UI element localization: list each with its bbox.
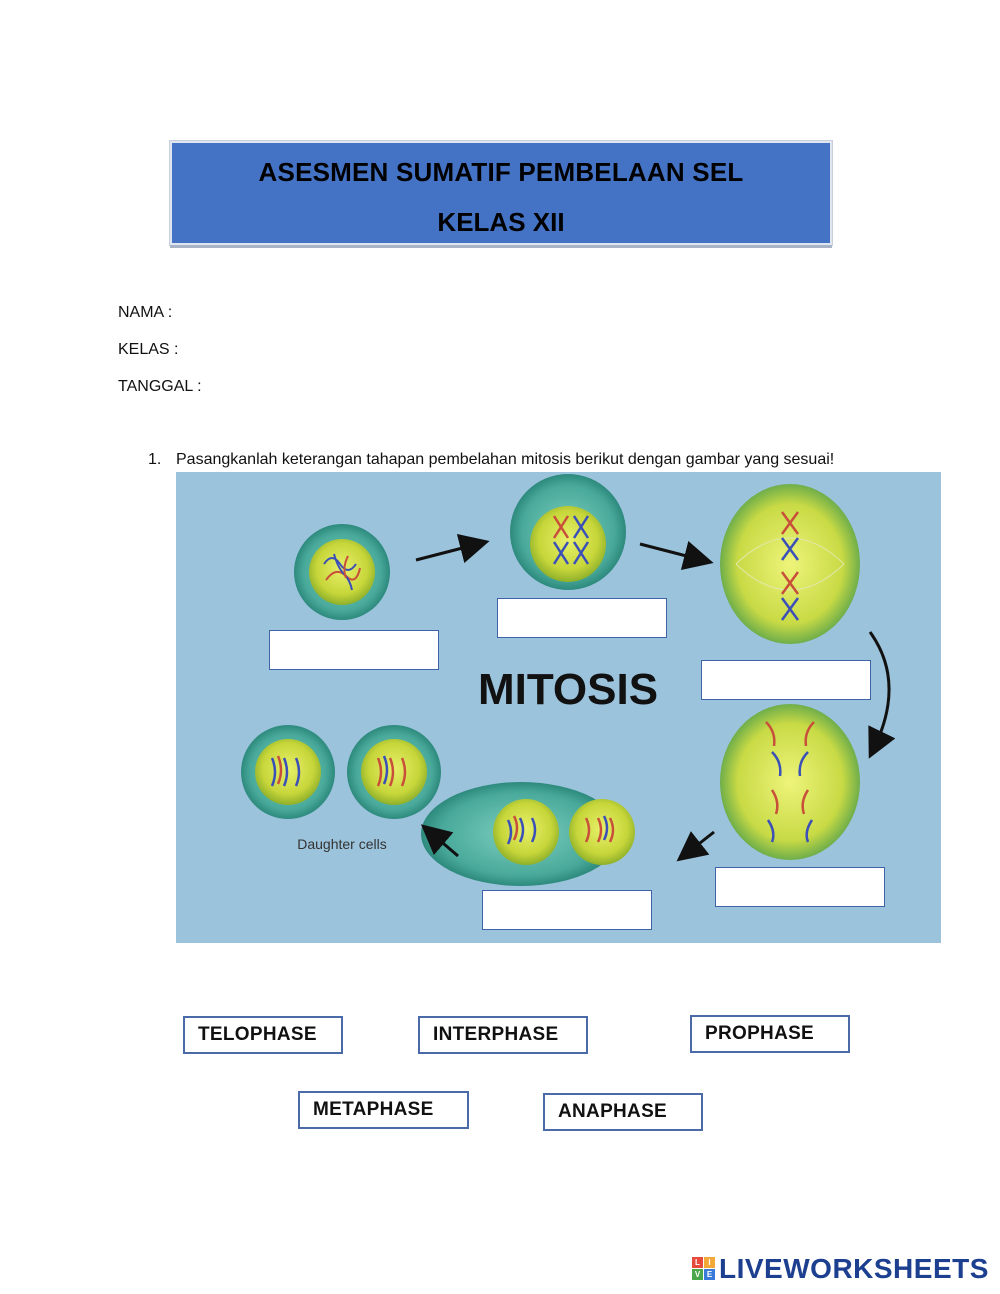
liveworksheets-logo-text: LIVEWORKSHEETS xyxy=(719,1253,989,1284)
answer-box-metaphase[interactable] xyxy=(701,660,871,700)
answer-box-telophase[interactable] xyxy=(482,890,652,930)
page-title: ASESMEN SUMATIF PEMBELAAN SEL xyxy=(258,157,744,187)
answer-box-anaphase[interactable] xyxy=(715,867,885,907)
mitosis-diagram xyxy=(176,472,941,943)
question-number: 1. xyxy=(148,451,162,468)
liveworksheets-logo-icon: L I V E xyxy=(692,1257,716,1281)
anaphase-cell xyxy=(720,704,860,860)
interphase-cell xyxy=(294,524,390,620)
page-subtitle: KELAS XII xyxy=(437,207,565,237)
question-text: Pasangkanlah keterangan tahapan pembelahan mitosis berikut dengan gambar yang sesuai! xyxy=(176,451,835,468)
telophase-outline xyxy=(476,782,576,882)
date-field-label: TANGGAL : xyxy=(118,378,202,395)
class-field-label: KELAS : xyxy=(118,341,179,358)
diagram-title: MITOSIS xyxy=(477,665,659,714)
liveworksheets-logo xyxy=(692,1254,989,1284)
answer-box-prophase[interactable] xyxy=(497,598,667,638)
daughter-cells-label: Daughter cells xyxy=(297,836,387,852)
question-1 xyxy=(148,451,834,469)
metaphase-cell xyxy=(720,484,860,644)
option-telophase[interactable]: TELOPHASE xyxy=(183,1016,343,1054)
title-banner xyxy=(170,141,832,245)
option-anaphase[interactable]: ANAPHASE xyxy=(543,1093,703,1131)
name-field-label: NAMA : xyxy=(118,304,173,321)
answer-box-interphase[interactable] xyxy=(269,630,439,670)
option-prophase[interactable]: PROPHASE xyxy=(690,1015,850,1053)
option-metaphase[interactable]: METAPHASE xyxy=(298,1091,469,1129)
prophase-cell xyxy=(510,474,626,590)
option-interphase[interactable]: INTERPHASE xyxy=(418,1016,588,1054)
